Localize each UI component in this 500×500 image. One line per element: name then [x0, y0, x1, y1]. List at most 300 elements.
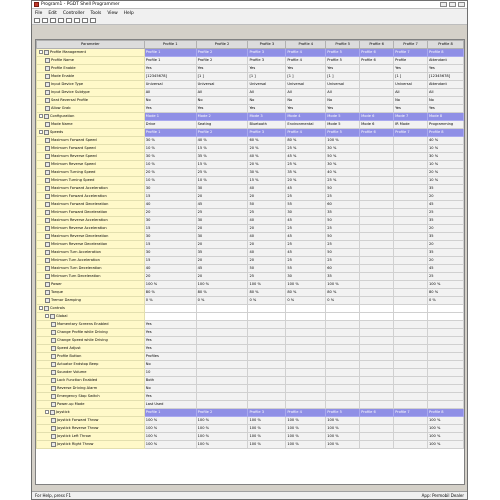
value-cell[interactable]: 80 % — [248, 289, 286, 297]
value-cell[interactable]: 30 — [196, 185, 248, 193]
value-cell[interactable]: 40 — [144, 201, 196, 209]
new-icon[interactable] — [34, 18, 40, 23]
value-cell[interactable]: 25 — [427, 209, 463, 217]
value-cell[interactable]: 100 % — [144, 425, 196, 433]
parameter-cell[interactable] — [37, 177, 145, 185]
parameter-cell[interactable] — [37, 137, 145, 145]
value-cell[interactable] — [360, 89, 394, 97]
value-cell[interactable]: 100 % — [196, 417, 248, 425]
value-cell[interactable] — [196, 361, 248, 369]
value-cell[interactable]: 100 % — [326, 281, 360, 289]
value-cell[interactable] — [360, 417, 394, 425]
value-cell[interactable]: 20 — [196, 257, 248, 265]
value-cell[interactable] — [326, 401, 360, 409]
value-cell[interactable]: 25 — [326, 241, 360, 249]
parameter-cell[interactable] — [37, 305, 145, 313]
value-cell[interactable]: IR Mode — [394, 121, 428, 129]
value-cell[interactable]: 50 — [326, 217, 360, 225]
value-cell[interactable] — [286, 393, 326, 401]
value-cell[interactable]: 10 % — [427, 145, 463, 153]
value-cell[interactable]: 100 % — [196, 281, 248, 289]
value-cell[interactable] — [360, 265, 394, 273]
value-cell[interactable]: 40 — [248, 185, 286, 193]
menu-help[interactable]: Help — [123, 10, 134, 16]
value-cell[interactable] — [360, 249, 394, 257]
parameter-cell[interactable] — [37, 193, 145, 201]
value-cell[interactable] — [286, 377, 326, 385]
value-cell[interactable]: 100 % — [286, 433, 326, 441]
value-cell[interactable] — [248, 377, 286, 385]
value-cell[interactable] — [326, 337, 360, 345]
parameter-cell[interactable] — [37, 321, 145, 329]
parameter-cell[interactable] — [37, 329, 145, 337]
parameter-cell[interactable] — [37, 441, 145, 449]
parameter-cell[interactable] — [37, 241, 145, 249]
value-cell[interactable]: 15 — [144, 257, 196, 265]
value-cell[interactable] — [196, 369, 248, 377]
copy-icon[interactable] — [66, 18, 72, 23]
value-cell[interactable]: 100 % — [326, 137, 360, 145]
expand-toggle-icon[interactable] — [39, 114, 43, 118]
value-cell[interactable] — [394, 385, 428, 393]
value-cell[interactable] — [394, 289, 428, 297]
value-cell[interactable]: 20 % — [286, 177, 326, 185]
parameter-cell[interactable] — [37, 201, 145, 209]
value-cell[interactable] — [326, 353, 360, 361]
value-cell[interactable]: Profile 3 — [248, 57, 286, 65]
maximize-button[interactable] — [449, 2, 456, 7]
parameter-cell[interactable] — [37, 65, 145, 73]
value-cell[interactable]: 100 % — [286, 441, 326, 449]
value-cell[interactable]: 0 % — [144, 297, 196, 305]
expand-toggle-icon[interactable] — [45, 410, 49, 414]
value-cell[interactable] — [360, 425, 394, 433]
value-cell[interactable]: All — [144, 89, 196, 97]
value-cell[interactable]: 20 — [248, 225, 286, 233]
value-cell[interactable] — [326, 377, 360, 385]
value-cell[interactable] — [360, 433, 394, 441]
value-cell[interactable] — [286, 321, 326, 329]
parameter-cell[interactable] — [37, 385, 145, 393]
value-cell[interactable]: Mode 6 — [360, 121, 394, 129]
value-cell[interactable]: Yes — [144, 65, 196, 73]
value-cell[interactable] — [248, 321, 286, 329]
value-cell[interactable]: 35 — [427, 233, 463, 241]
value-cell[interactable] — [286, 345, 326, 353]
parameter-cell[interactable] — [37, 81, 145, 89]
value-cell[interactable] — [394, 361, 428, 369]
value-cell[interactable]: [1 ] — [196, 73, 248, 81]
column-header[interactable]: Parameter — [37, 41, 145, 49]
value-cell[interactable] — [394, 401, 428, 409]
parameter-cell[interactable] — [37, 353, 145, 361]
value-cell[interactable]: 0 % — [248, 297, 286, 305]
column-header[interactable]: Profile 1 — [144, 41, 196, 49]
value-cell[interactable]: 20 — [144, 209, 196, 217]
value-cell[interactable]: 100 % — [248, 417, 286, 425]
value-cell[interactable] — [360, 289, 394, 297]
value-cell[interactable] — [394, 169, 428, 177]
parameter-cell[interactable] — [37, 265, 145, 273]
value-cell[interactable]: 10 % — [427, 177, 463, 185]
value-cell[interactable]: All — [196, 89, 248, 97]
value-cell[interactable]: 30 % — [144, 153, 196, 161]
value-cell[interactable]: 25 — [196, 209, 248, 217]
value-cell[interactable] — [360, 97, 394, 105]
value-cell[interactable]: 10 % — [196, 177, 248, 185]
value-cell[interactable]: 55 — [286, 201, 326, 209]
value-cell[interactable]: 0 % — [196, 297, 248, 305]
value-cell[interactable]: 35 — [196, 249, 248, 257]
value-cell[interactable] — [427, 345, 463, 353]
value-cell[interactable]: 10 % — [144, 161, 196, 169]
parameter-cell[interactable] — [37, 161, 145, 169]
value-cell[interactable]: 100 % — [248, 281, 286, 289]
parameter-cell[interactable] — [37, 313, 145, 321]
parameter-cell[interactable] — [37, 105, 145, 113]
value-cell[interactable] — [394, 193, 428, 201]
value-cell[interactable]: 50 % — [326, 153, 360, 161]
value-cell[interactable]: [12345678] — [427, 73, 463, 81]
value-cell[interactable] — [360, 441, 394, 449]
value-cell[interactable]: 30 % — [326, 145, 360, 153]
parameter-cell[interactable] — [37, 89, 145, 97]
value-cell[interactable]: 20 — [427, 241, 463, 249]
value-cell[interactable]: 100 % — [144, 417, 196, 425]
value-cell[interactable]: Yes — [427, 105, 463, 113]
value-cell[interactable]: Yes — [144, 329, 196, 337]
value-cell[interactable] — [360, 193, 394, 201]
value-cell[interactable]: 100 % — [196, 425, 248, 433]
parameter-cell[interactable] — [37, 217, 145, 225]
value-cell[interactable]: Yes — [286, 105, 326, 113]
value-cell[interactable]: 45 — [427, 201, 463, 209]
value-cell[interactable]: 30 % — [248, 169, 286, 177]
expand-toggle-icon[interactable] — [39, 50, 43, 54]
value-cell[interactable]: 20 % — [248, 161, 286, 169]
value-cell[interactable]: No — [286, 97, 326, 105]
value-cell[interactable]: No — [394, 97, 428, 105]
value-cell[interactable]: 20 — [196, 273, 248, 281]
value-cell[interactable] — [360, 209, 394, 217]
value-cell[interactable]: 80 % — [196, 289, 248, 297]
value-cell[interactable]: No — [326, 97, 360, 105]
value-cell[interactable]: 40 % — [196, 137, 248, 145]
value-cell[interactable] — [427, 337, 463, 345]
value-cell[interactable] — [394, 345, 428, 353]
menu-view[interactable]: View — [107, 10, 118, 16]
paste-icon[interactable] — [74, 18, 80, 23]
value-cell[interactable] — [360, 281, 394, 289]
value-cell[interactable]: 30 % — [427, 153, 463, 161]
parameter-cell[interactable] — [37, 233, 145, 241]
value-cell[interactable]: Profile — [394, 57, 428, 65]
value-cell[interactable] — [360, 385, 394, 393]
value-cell[interactable]: 55 — [286, 265, 326, 273]
value-cell[interactable]: 50 — [326, 233, 360, 241]
value-cell[interactable]: 25 — [248, 209, 286, 217]
value-cell[interactable] — [326, 393, 360, 401]
parameter-cell[interactable] — [37, 377, 145, 385]
value-cell[interactable]: [1 ] — [248, 73, 286, 81]
column-header[interactable]: Profile 5 — [326, 41, 360, 49]
value-cell[interactable] — [394, 393, 428, 401]
value-cell[interactable]: 20 — [248, 193, 286, 201]
value-cell[interactable] — [248, 329, 286, 337]
value-cell[interactable]: Universal — [196, 81, 248, 89]
value-cell[interactable]: 20 — [144, 273, 196, 281]
value-cell[interactable]: 40 % — [427, 137, 463, 145]
parameter-cell[interactable] — [37, 169, 145, 177]
value-cell[interactable] — [394, 337, 428, 345]
value-cell[interactable] — [196, 321, 248, 329]
value-cell[interactable] — [248, 345, 286, 353]
value-cell[interactable] — [286, 385, 326, 393]
value-cell[interactable] — [394, 369, 428, 377]
value-cell[interactable] — [326, 329, 360, 337]
column-header[interactable]: Profile 3 — [248, 41, 286, 49]
value-cell[interactable]: No — [144, 385, 196, 393]
value-cell[interactable] — [360, 153, 394, 161]
value-cell[interactable]: 80 % — [286, 137, 326, 145]
value-cell[interactable] — [360, 241, 394, 249]
value-cell[interactable]: 45 — [286, 249, 326, 257]
value-cell[interactable]: Profiles — [144, 353, 196, 361]
value-cell[interactable]: All — [286, 89, 326, 97]
value-cell[interactable]: [1 ] — [286, 73, 326, 81]
value-cell[interactable]: No — [144, 97, 196, 105]
value-cell[interactable]: All — [427, 89, 463, 97]
parameter-cell[interactable] — [37, 73, 145, 81]
value-cell[interactable]: Profile 5 — [326, 57, 360, 65]
expand-toggle-icon[interactable] — [39, 130, 43, 134]
value-cell[interactable]: 60 — [326, 265, 360, 273]
parameter-cell[interactable] — [37, 409, 145, 417]
value-cell[interactable] — [394, 425, 428, 433]
value-cell[interactable]: 80 % — [326, 289, 360, 297]
value-cell[interactable]: 45 — [286, 233, 326, 241]
value-cell[interactable] — [248, 337, 286, 345]
parameter-cell[interactable] — [37, 273, 145, 281]
value-cell[interactable]: 100 % — [248, 425, 286, 433]
value-cell[interactable] — [394, 441, 428, 449]
value-cell[interactable]: 35 — [326, 209, 360, 217]
value-cell[interactable]: 25 % — [196, 169, 248, 177]
value-cell[interactable] — [394, 209, 428, 217]
parameter-cell[interactable] — [37, 113, 145, 121]
value-cell[interactable] — [427, 353, 463, 361]
value-cell[interactable] — [248, 393, 286, 401]
value-cell[interactable]: Yes — [326, 105, 360, 113]
value-cell[interactable] — [360, 177, 394, 185]
value-cell[interactable] — [427, 401, 463, 409]
value-cell[interactable]: 100 % — [144, 433, 196, 441]
value-cell[interactable]: 50 — [248, 201, 286, 209]
value-cell[interactable] — [427, 369, 463, 377]
value-cell[interactable]: Attendant — [427, 57, 463, 65]
value-cell[interactable] — [286, 353, 326, 361]
value-cell[interactable] — [248, 385, 286, 393]
value-cell[interactable] — [196, 345, 248, 353]
value-cell[interactable]: 25 — [248, 273, 286, 281]
parameter-cell[interactable] — [37, 49, 145, 57]
value-cell[interactable]: 0 % — [286, 297, 326, 305]
value-cell[interactable]: 15 — [144, 193, 196, 201]
value-cell[interactable] — [360, 329, 394, 337]
value-cell[interactable]: No — [248, 97, 286, 105]
value-cell[interactable]: Profile 4 — [286, 57, 326, 65]
value-cell[interactable]: 45 — [286, 185, 326, 193]
value-cell[interactable]: 10 — [144, 369, 196, 377]
value-cell[interactable]: 100 % — [286, 281, 326, 289]
value-cell[interactable]: Drive — [144, 121, 196, 129]
value-cell[interactable]: 100 % — [144, 281, 196, 289]
column-header[interactable]: Profile 2 — [196, 41, 248, 49]
menu-file[interactable]: File — [35, 10, 43, 16]
value-cell[interactable] — [360, 161, 394, 169]
value-cell[interactable]: 100 % — [326, 417, 360, 425]
value-cell[interactable]: Yes — [196, 105, 248, 113]
value-cell[interactable]: All — [394, 89, 428, 97]
value-cell[interactable]: Yes — [248, 65, 286, 73]
value-cell[interactable] — [394, 281, 428, 289]
value-cell[interactable]: 100 % — [248, 441, 286, 449]
value-cell[interactable]: 100 % — [427, 281, 463, 289]
value-cell[interactable] — [394, 185, 428, 193]
value-cell[interactable]: 30 — [144, 217, 196, 225]
value-cell[interactable]: [1 ] — [326, 73, 360, 81]
parameter-cell[interactable] — [37, 121, 145, 129]
value-cell[interactable] — [196, 385, 248, 393]
parameter-cell[interactable] — [37, 361, 145, 369]
value-cell[interactable]: 40 % — [248, 153, 286, 161]
value-cell[interactable]: Last Used — [144, 401, 196, 409]
parameter-cell[interactable] — [37, 417, 145, 425]
value-cell[interactable] — [360, 369, 394, 377]
value-cell[interactable] — [427, 385, 463, 393]
value-cell[interactable] — [394, 153, 428, 161]
value-cell[interactable]: 30 % — [144, 137, 196, 145]
value-cell[interactable] — [360, 345, 394, 353]
column-header[interactable]: Profile 4 — [286, 41, 326, 49]
value-cell[interactable]: 20 — [427, 225, 463, 233]
value-cell[interactable] — [394, 145, 428, 153]
value-cell[interactable] — [286, 369, 326, 377]
value-cell[interactable]: 20 — [196, 241, 248, 249]
value-cell[interactable]: 10 % — [144, 145, 196, 153]
value-cell[interactable]: 50 — [326, 185, 360, 193]
value-cell[interactable] — [360, 225, 394, 233]
value-cell[interactable] — [360, 169, 394, 177]
value-cell[interactable] — [394, 265, 428, 273]
value-cell[interactable]: 25 — [326, 193, 360, 201]
value-cell[interactable]: Yes — [394, 105, 428, 113]
value-cell[interactable]: 15 — [144, 241, 196, 249]
value-cell[interactable]: Yes — [286, 65, 326, 73]
value-cell[interactable]: No — [427, 97, 463, 105]
parameter-cell[interactable] — [37, 257, 145, 265]
value-cell[interactable] — [394, 233, 428, 241]
value-cell[interactable] — [248, 401, 286, 409]
value-cell[interactable]: Both — [144, 377, 196, 385]
value-cell[interactable]: 80 % — [286, 289, 326, 297]
value-cell[interactable]: 60 — [326, 201, 360, 209]
value-cell[interactable]: All — [326, 89, 360, 97]
value-cell[interactable]: 25 — [286, 193, 326, 201]
value-cell[interactable]: 20 — [248, 257, 286, 265]
value-cell[interactable] — [196, 377, 248, 385]
value-cell[interactable] — [394, 177, 428, 185]
value-cell[interactable]: 45 — [427, 265, 463, 273]
value-cell[interactable] — [394, 249, 428, 257]
value-cell[interactable]: Universal — [394, 81, 428, 89]
value-cell[interactable]: 40 % — [326, 169, 360, 177]
value-cell[interactable] — [394, 225, 428, 233]
value-cell[interactable]: 35 % — [196, 153, 248, 161]
value-cell[interactable]: 30 — [196, 217, 248, 225]
value-cell[interactable]: Yes — [326, 65, 360, 73]
value-cell[interactable] — [196, 393, 248, 401]
value-cell[interactable]: 25 — [286, 241, 326, 249]
value-cell[interactable] — [326, 345, 360, 353]
parameter-cell[interactable] — [37, 433, 145, 441]
value-cell[interactable]: 25 — [326, 225, 360, 233]
value-cell[interactable] — [360, 273, 394, 281]
minimize-button[interactable] — [440, 2, 447, 7]
column-header[interactable]: Profile 6 — [360, 41, 394, 49]
value-cell[interactable]: Yes — [144, 393, 196, 401]
value-cell[interactable] — [248, 353, 286, 361]
value-cell[interactable] — [360, 81, 394, 89]
value-cell[interactable]: 35 — [427, 249, 463, 257]
value-cell[interactable]: 45 — [286, 217, 326, 225]
value-cell[interactable]: 30 — [144, 185, 196, 193]
parameter-cell[interactable] — [37, 97, 145, 105]
expand-toggle-icon[interactable] — [39, 306, 43, 310]
value-cell[interactable] — [427, 321, 463, 329]
value-cell[interactable] — [196, 353, 248, 361]
value-cell[interactable]: 25 — [427, 273, 463, 281]
value-cell[interactable]: Yes — [144, 345, 196, 353]
value-cell[interactable]: No — [144, 361, 196, 369]
value-cell[interactable]: Yes — [144, 337, 196, 345]
value-cell[interactable]: 60 % — [248, 137, 286, 145]
value-cell[interactable]: 100 % — [286, 425, 326, 433]
value-cell[interactable]: 45 — [196, 201, 248, 209]
value-cell[interactable] — [394, 217, 428, 225]
value-cell[interactable]: All — [248, 89, 286, 97]
value-cell[interactable]: 15 % — [248, 177, 286, 185]
parameter-cell[interactable] — [37, 153, 145, 161]
value-cell[interactable]: 15 % — [196, 145, 248, 153]
value-cell[interactable] — [326, 385, 360, 393]
value-cell[interactable] — [394, 417, 428, 425]
value-cell[interactable]: 10 % — [427, 161, 463, 169]
save-icon[interactable] — [50, 18, 56, 23]
value-cell[interactable] — [360, 233, 394, 241]
parameter-cell[interactable] — [37, 425, 145, 433]
value-cell[interactable]: 15 % — [196, 161, 248, 169]
value-cell[interactable] — [360, 353, 394, 361]
value-cell[interactable]: 80 % — [144, 289, 196, 297]
value-cell[interactable]: 30 % — [326, 161, 360, 169]
value-cell[interactable]: Attendant — [427, 81, 463, 89]
value-cell[interactable]: Yes — [394, 65, 428, 73]
value-cell[interactable]: Bluetooth — [248, 121, 286, 129]
value-cell[interactable]: 50 — [248, 265, 286, 273]
value-cell[interactable] — [360, 297, 394, 305]
cut-icon[interactable] — [58, 18, 64, 23]
